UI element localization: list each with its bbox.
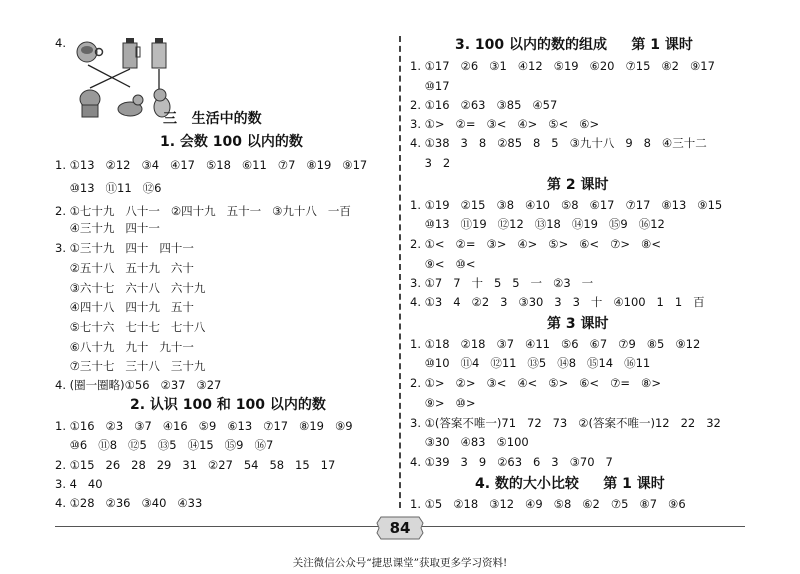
- answer-line: 1. ①13 ②12 ③4 ④17 ⑤18 ⑥11 ⑦7 ⑧19 ⑨17: [55, 158, 368, 172]
- answer-line: 4. ①39 3 9 ②63 6 3 ③70 7: [410, 455, 613, 469]
- answer-line: 1. ①17 ②6 ③1 ④12 ⑤19 ⑥20 ⑦15 ⑧2 ⑨17: [410, 59, 715, 73]
- thermos-icon: [123, 38, 140, 68]
- duck-icon: [118, 95, 143, 116]
- robot-icon: [80, 90, 100, 117]
- answer-line: ⑩10 ⑪4 ⑫11 ⑬5 ⑭8 ⑮14 ⑯11: [410, 356, 651, 370]
- answer-line: ④四十八 四十九 五十: [55, 300, 194, 314]
- answer-line: ④三十九 四十一: [55, 221, 160, 235]
- answer-line: 3. ①> ②= ③< ④> ⑤< ⑥>: [410, 117, 600, 131]
- answer-line: 4. ①38 3 8 ②85 8 5 ③九十八 9 8 ④三十二: [410, 136, 707, 150]
- answer-line: ⑨> ⑩>: [410, 396, 476, 410]
- answer-line: ⑩17: [410, 79, 450, 93]
- answer-line: ⑥八十九 九十 九十一: [55, 340, 194, 354]
- answer-line: ③30 ④83 ⑤100: [410, 435, 529, 449]
- answer-line: 2. ①< ②= ③> ④> ⑤> ⑥< ⑦> ⑧<: [410, 237, 661, 251]
- answer-line: 4. (圈一圈略)①56 ②37 ③27: [55, 378, 222, 392]
- question-4-label: 4.: [55, 36, 66, 50]
- answer-line: 3. ①三十九 四十 四十一: [55, 241, 194, 255]
- answer-line: 3 2: [410, 156, 451, 170]
- right-heading-2: 第 2 课时: [547, 177, 609, 193]
- answer-line: 2. ①15 26 28 29 31 ②27 54 58 15 17: [55, 458, 336, 472]
- answer-line: 2. ①七十九 八十一 ②四十九 五十一 ③九十八 一百: [55, 204, 351, 218]
- bottle-icon: [152, 38, 166, 68]
- page-number: 84: [389, 519, 411, 537]
- answer-line: 1. ①16 ②3 ③7 ④16 ⑤9 ⑥13 ⑦17 ⑧19 ⑨9: [55, 419, 353, 433]
- answer-line: 1. ①18 ②18 ③7 ④11 ⑤6 ⑥7 ⑦9 ⑧5 ⑨12: [410, 337, 701, 351]
- cup-icon: [77, 42, 103, 62]
- answer-line: 4. ①28 ②36 ③40 ④33: [55, 496, 203, 510]
- answer-line: 1. ①5 ②18 ③12 ④9 ⑤8 ⑥2 ⑦5 ⑧7 ⑨6: [410, 497, 686, 511]
- right-heading-3: 第 3 课时: [547, 316, 609, 332]
- answer-line: ②五十八 五十九 六十: [55, 261, 194, 275]
- subsection-1-title: 1. 会数 100 以内的数: [160, 134, 303, 150]
- answer-line: 1. ①19 ②15 ③8 ④10 ⑤8 ⑥17 ⑦17 ⑧13 ⑨15: [410, 198, 723, 212]
- answer-line: 2. ①16 ②63 ③85 ④57: [410, 98, 558, 112]
- answer-line: 3. ①7 7 十 5 5 一 ②3 一: [410, 276, 594, 290]
- footer-text: 关注微信公众号“捷思课堂”获取更多学习资料!: [292, 557, 508, 569]
- answer-line: ⑦三十七 三十八 三十九: [55, 359, 206, 373]
- answer-line: 3. ①(答案不唯一)71 72 73 ②(答案不唯一)12 22 32: [410, 416, 721, 430]
- answer-line: ⑩13 ⑪19 ⑫12 ⑬18 ⑭19 ⑮9 ⑯12: [410, 217, 665, 231]
- answer-line: ⑨< ⑩<: [410, 257, 476, 271]
- right-heading-4: 4. 数的大小比较 第 1 课时: [475, 476, 665, 492]
- subsection-2-title: 2. 认识 100 和 100 以内的数: [130, 397, 326, 413]
- answer-line: ⑩13 ⑪11 ⑫6: [55, 181, 162, 195]
- section-title: 三 生活中的数: [163, 111, 262, 127]
- column-divider: [399, 36, 401, 508]
- answer-line: 4. ①3 4 ②2 3 ③30 3 3 十 ④100 1 1 百: [410, 295, 705, 309]
- answer-line: 3. 4 40: [55, 477, 103, 491]
- answer-line: ⑤七十六 七十七 七十八: [55, 320, 206, 334]
- answer-line: ③六十七 六十八 六十九: [55, 281, 206, 295]
- answer-line: ⑩6 ⑪8 ⑫5 ⑬5 ⑭15 ⑮9 ⑯7: [55, 438, 274, 452]
- right-heading-1: 3. 100 以内的数的组成 第 1 课时: [455, 37, 693, 53]
- answer-line: 2. ①> ②> ③< ④< ⑤> ⑥< ⑦= ⑧>: [410, 376, 661, 390]
